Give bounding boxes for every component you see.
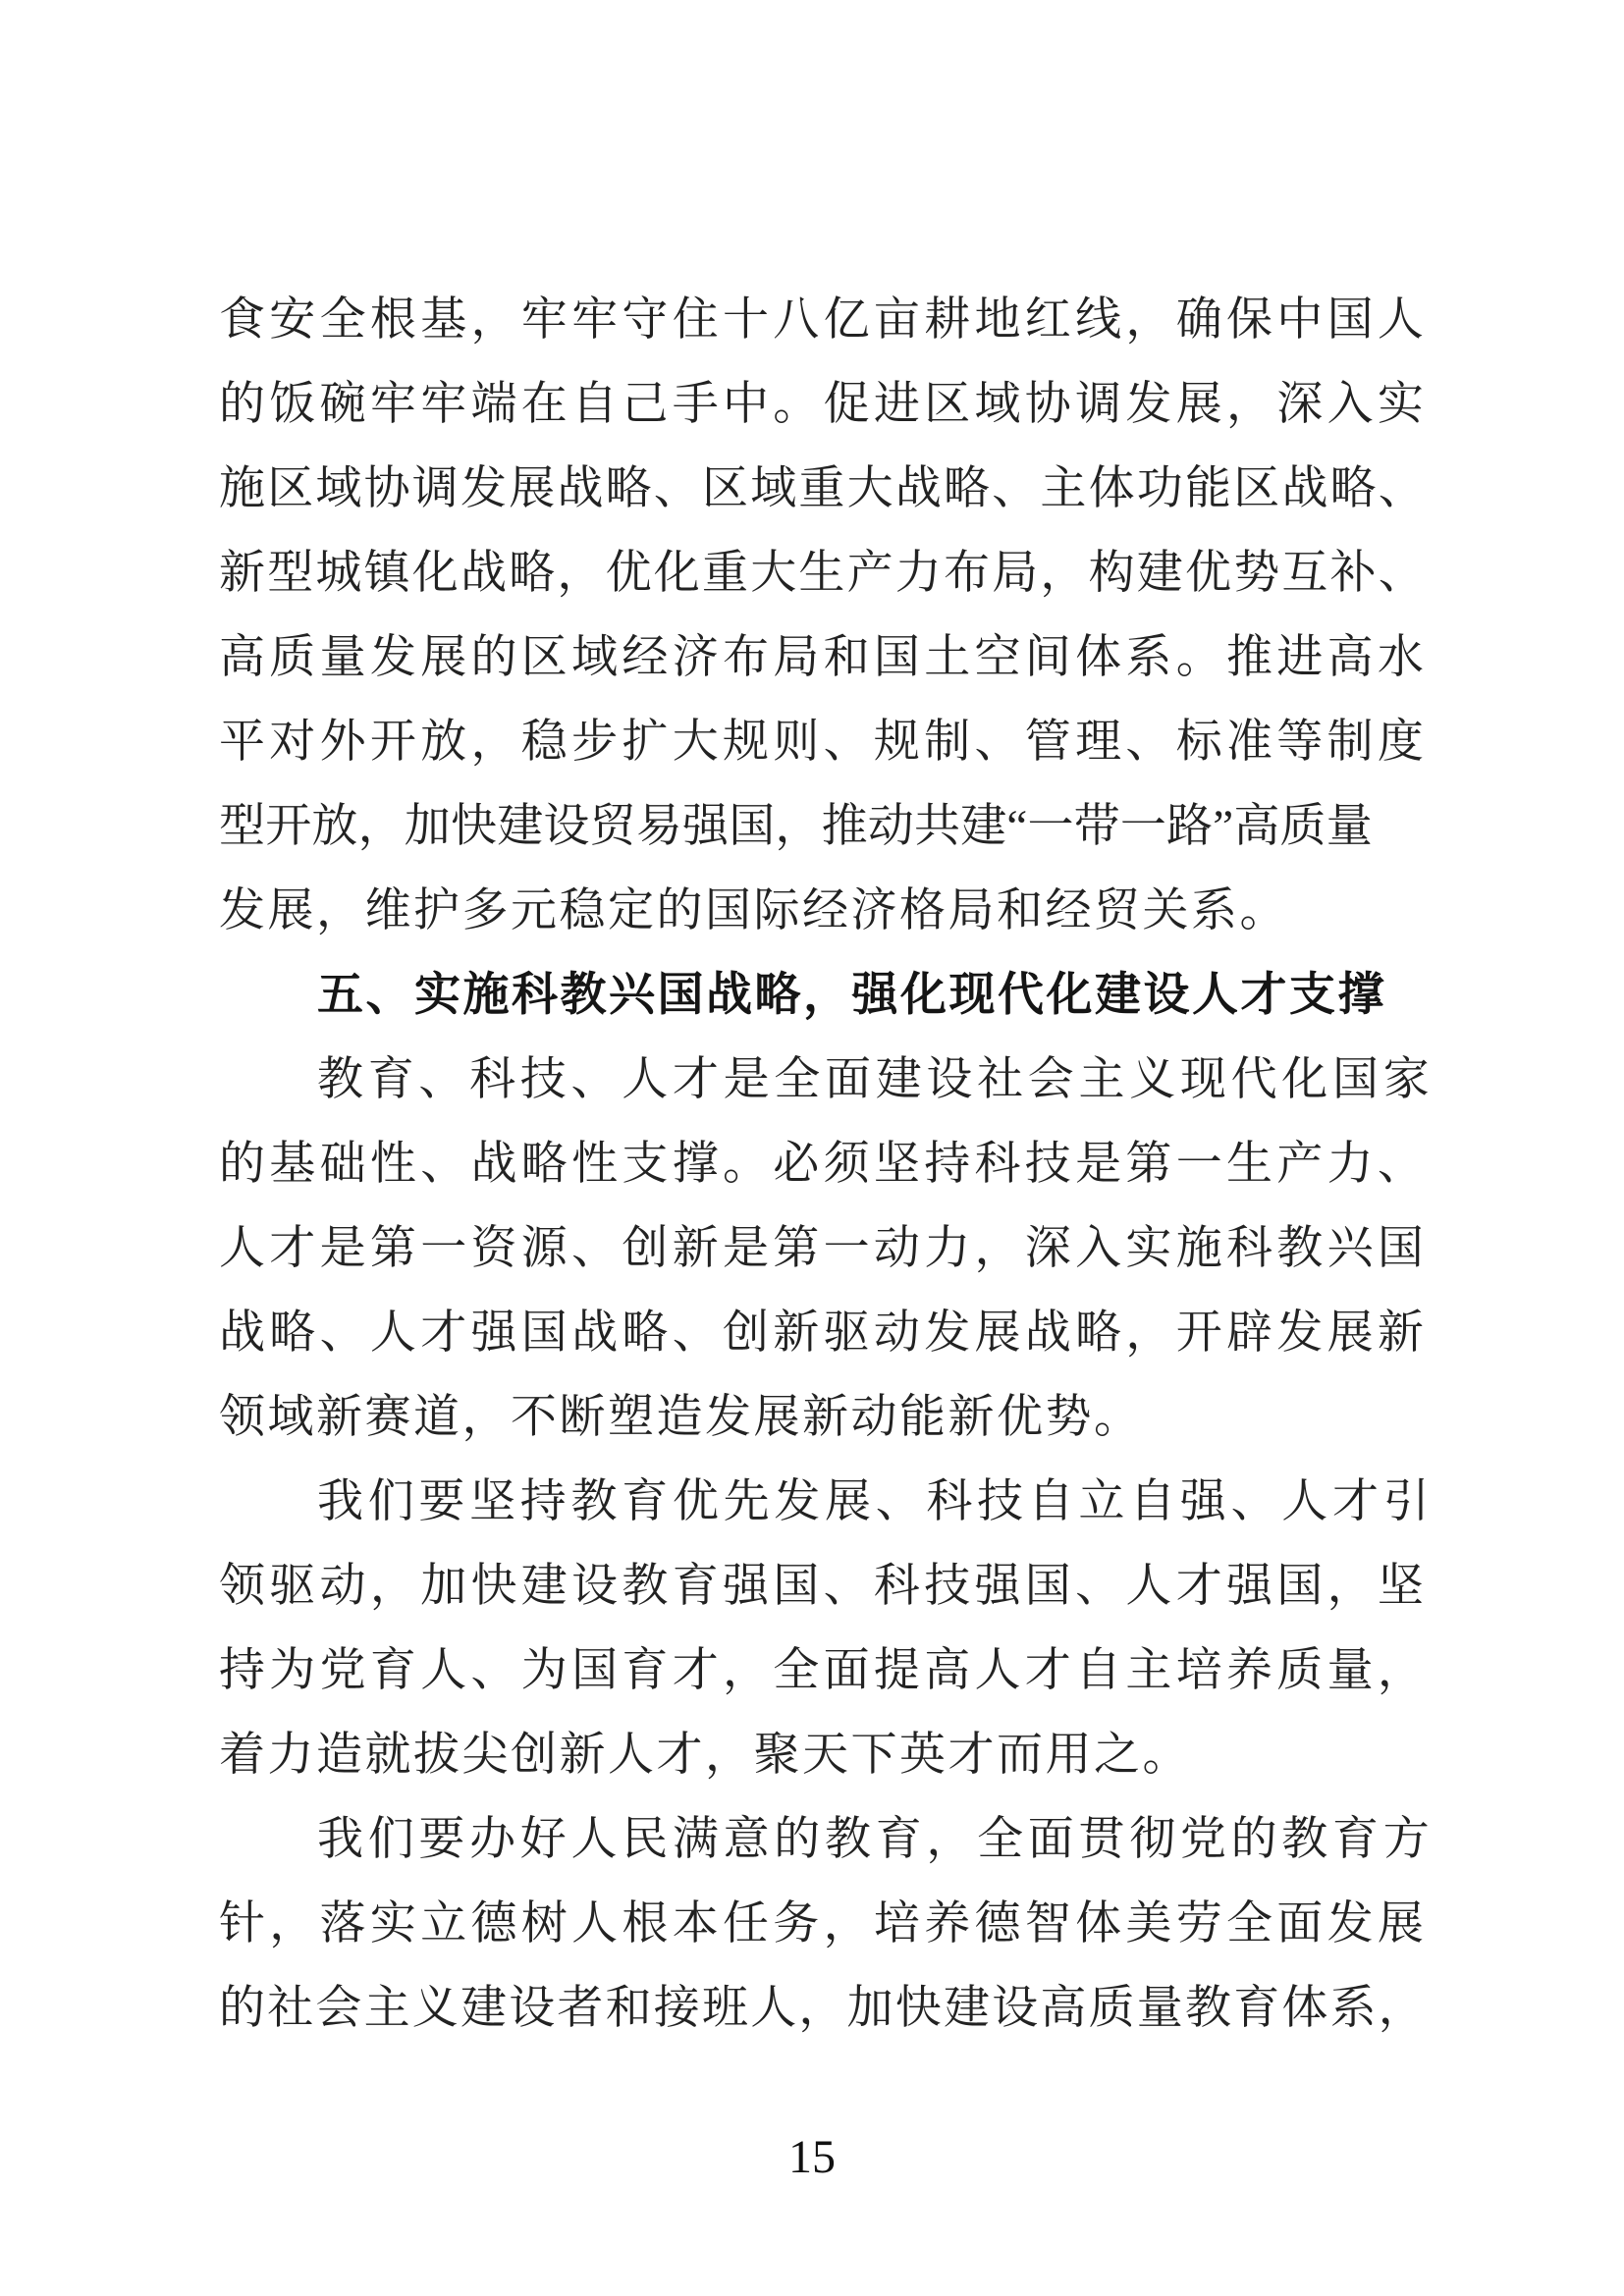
body-line: 战略、人才强国战略、创新驱动发展战略，开辟发展新: [219, 1308, 1429, 1359]
body-line-paragraph-start: 我们要办好人民满意的教育，全面贯彻党的教育方: [317, 1814, 1435, 1865]
body-line: 的基础性、战略性支撑。必须坚持科技是第一生产力、: [219, 1139, 1429, 1190]
body-line: 持为党育人、为国育才，全面提高人才自主培养质量，: [219, 1645, 1429, 1696]
body-line-paragraph-start: 教育、科技、人才是全面建设社会主义现代化国家: [317, 1054, 1435, 1105]
body-line: 的饭碗牢牢端在自己手中。促进区域协调发展，深入实: [219, 379, 1429, 430]
body-line: 人才是第一资源、创新是第一动力，深入实施科教兴国: [219, 1223, 1429, 1274]
body-line: 高质量发展的区域经济布局和国土空间体系。推进高水: [219, 632, 1429, 683]
body-line: 的社会主义建设者和接班人，加快建设高质量教育体系，: [219, 1983, 1427, 2034]
body-line: 新型城镇化战略，优化重大生产力布局，构建优势互补、: [219, 548, 1427, 599]
body-line-paragraph-end: 发展，维护多元稳定的国际经济格局和经贸关系。: [219, 885, 1288, 936]
body-line-paragraph-end: 领域新赛道，不断塑造发展新动能新优势。: [219, 1392, 1143, 1443]
body-line-paragraph-start: 我们要坚持教育优先发展、科技自立自强、人才引: [317, 1476, 1435, 1527]
body-line: 平对外开放，稳步扩大规则、规制、管理、标准等制度: [219, 717, 1429, 768]
body-line: 针，落实立德树人根本任务，培养德智体美劳全面发展: [219, 1898, 1429, 1949]
page-number: 15: [788, 2131, 836, 2183]
body-line: 领驱动，加快建设教育强国、科技强国、人才强国，坚: [219, 1561, 1429, 1612]
body-line: 食安全根基，牢牢守住十八亿亩耕地红线，确保中国人: [219, 294, 1429, 346]
body-line-paragraph-end: 着力造就拔尖创新人才，聚天下英才而用之。: [219, 1730, 1191, 1781]
body-line: 施区域协调发展战略、区域重大战略、主体功能区战略、: [219, 463, 1427, 514]
body-line: 型开放，加快建设贸易强国，推动共建“一带一路”高质量: [219, 801, 1373, 852]
text-block: [219, 278, 1435, 2051]
section-heading: 五、实施科教兴国战略，强化现代化建设人才支撑: [317, 970, 1386, 1021]
